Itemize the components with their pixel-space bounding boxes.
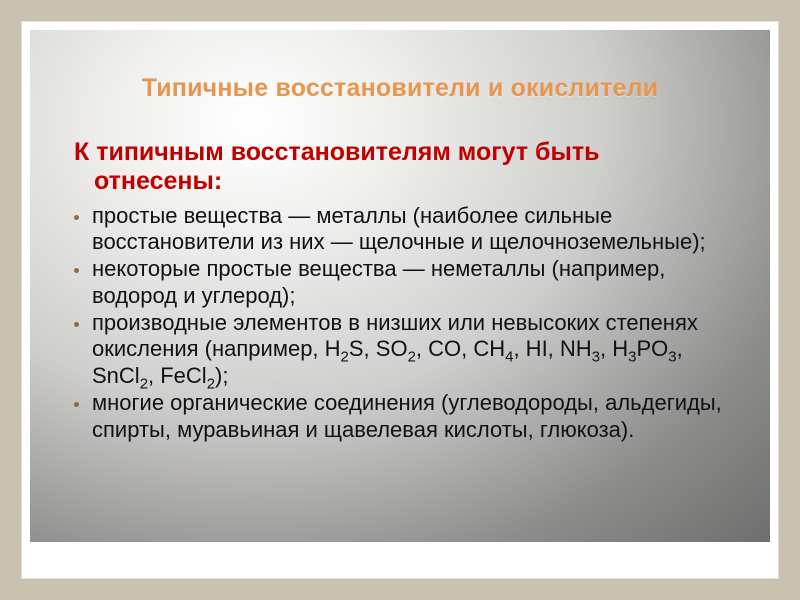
page-title: Типичные восстановители и окислители: [141, 74, 659, 102]
slide-title-area: [30, 74, 770, 103]
chemical-subscript: 2: [340, 348, 349, 366]
chemical-subscript: 2: [139, 375, 149, 393]
chemical-subscript: 3: [668, 348, 677, 366]
chemical-subscript: 4: [505, 348, 514, 366]
lead-paragraph: [74, 138, 742, 197]
list-item: многие органические соединения (углеводороды, альдегиды, спирты, муравьиная и щавелевая кислоты, глюкоза).: [64, 390, 742, 443]
chemical-subscript: 2: [407, 348, 416, 366]
list-item: производные элементов в низших или невысоких степенях окисления (например, $H_2S$, $SO_2$, CO, $CH_4$, HI, $NH_3$, $H_3PO_3$, SnCl$_2$, FeCl$_2$);: [64, 310, 742, 389]
lead-line-2: отнесены:: [94, 167, 223, 196]
slide-frame: [22, 22, 778, 578]
slide-body: [64, 138, 742, 444]
bullet-list: [64, 203, 742, 444]
list-item: простые вещества — металлы (наиболее сильные восстановители из них — щелочные и щелочноземельные);: [64, 203, 742, 256]
lead-line-1: К типичным восстановителям могут быть: [74, 138, 600, 166]
chemical-subscript: 2: [206, 375, 216, 393]
chemical-subscript: 3: [628, 348, 637, 366]
slide-bottom-strip: [30, 546, 770, 570]
chemical-subscript: 3: [591, 348, 601, 366]
slide-content-panel: [30, 30, 770, 542]
list-item: некоторые простые вещества — неметаллы (например, водород и углерод);: [64, 256, 742, 309]
